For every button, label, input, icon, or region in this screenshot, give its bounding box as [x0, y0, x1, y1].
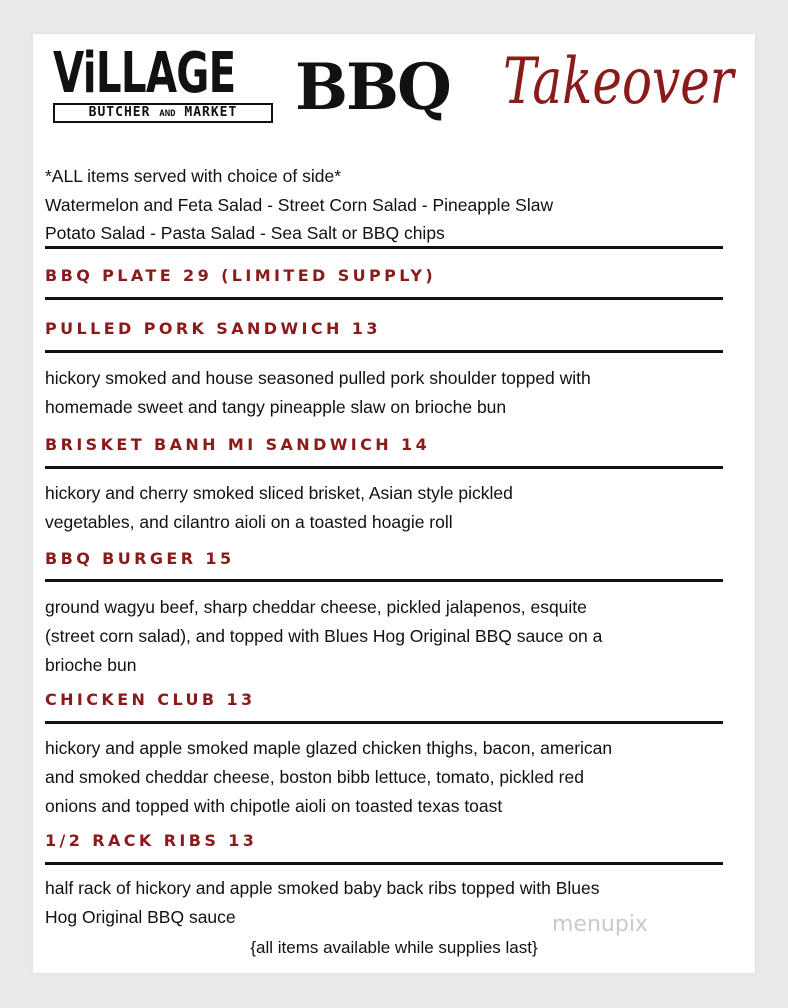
sides-list-2: Potato Salad - Pasta Salad - Sea Salt or BBQ chips: [45, 223, 445, 243]
logo-sub-left: BUTCHER: [88, 105, 151, 120]
logo-village-text: ViLLAGE: [53, 41, 236, 106]
divider: [45, 350, 723, 353]
divider: [45, 579, 723, 582]
desc-line: homemade sweet and tangy pineapple slaw on brioche bun: [45, 397, 507, 417]
sides-note: *ALL items served with choice of side*: [45, 166, 342, 186]
desc-line: brioche bun: [45, 655, 137, 675]
logo-butcher-market: [53, 103, 273, 123]
logo-sub-and: AND: [159, 109, 176, 119]
desc-line: onions and topped with chipotle aioli on toasted texas toast: [45, 796, 503, 816]
divider: [45, 246, 723, 249]
item-title-pulled-pork: PULLED PORK SANDWICH 13: [45, 319, 381, 338]
menu-page: [33, 34, 755, 973]
desc-line: and smoked cheddar cheese, boston bibb lettuce, tomato, pickled red: [45, 767, 584, 787]
sides-intro: [45, 162, 735, 248]
item-title-brisket-banh-mi: BRISKET BANH MI SANDWICH 14: [45, 435, 431, 454]
divider: [45, 297, 723, 300]
divider: [45, 466, 723, 469]
bbq-title: BBQ: [295, 50, 450, 125]
desc-line: hickory and cherry smoked sliced brisket, Asian style pickled: [45, 483, 513, 503]
menupix-watermark: menupix: [552, 912, 648, 937]
desc-line: hickory and apple smoked maple glazed chicken thighs, bacon, american: [45, 738, 613, 758]
item-desc-bbq-burger: [45, 593, 735, 680]
item-title-chicken-club: CHICKEN CLUB 13: [45, 690, 256, 709]
desc-line: hickory smoked and house seasoned pulled pork shoulder topped with: [45, 368, 591, 388]
desc-line: ground wagyu beef, sharp cheddar cheese, pickled jalapenos, esquite: [45, 597, 587, 617]
item-desc-chicken-club: [45, 734, 735, 821]
desc-line: Hog Original BBQ sauce: [45, 907, 236, 927]
desc-line: (street corn salad), and topped with Blues Hog Original BBQ sauce on a: [45, 626, 603, 646]
takeover-title: Takeover: [503, 45, 734, 119]
availability-footer: {all items available while supplies last}: [250, 938, 538, 957]
sides-list-1: Watermelon and Feta Salad - Street Corn Salad - Pineapple Slaw: [45, 194, 554, 215]
desc-line: half rack of hickory and apple smoked baby back ribs topped with Blues: [45, 878, 600, 898]
item-title-bbq-burger: BBQ BURGER 15: [45, 549, 235, 568]
item-desc-pulled-pork: [45, 364, 735, 422]
item-title-rack-ribs: 1/2 RACK RIBS 13: [45, 831, 258, 850]
item-desc-brisket-banh-mi: [45, 479, 735, 537]
divider: [45, 862, 723, 865]
logo-sub-right: MARKET: [184, 105, 238, 120]
village-logo: [53, 41, 277, 120]
item-title-bbq-plate: BBQ PLATE 29 (LIMITED SUPPLY): [45, 266, 437, 285]
desc-line: vegetables, and cilantro aioli on a toasted hoagie roll: [45, 512, 453, 532]
divider: [45, 721, 723, 724]
